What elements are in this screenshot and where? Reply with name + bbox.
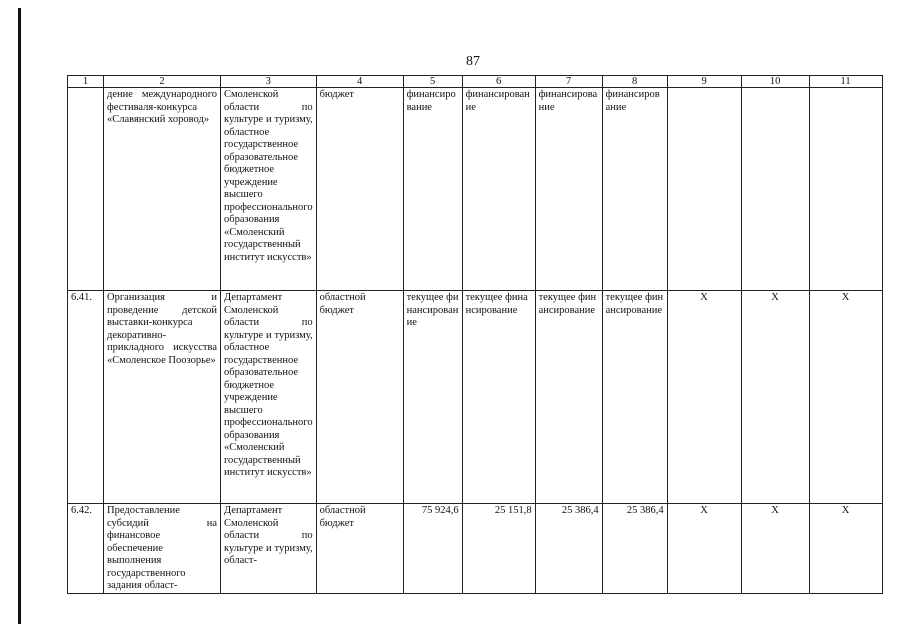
item-name: дение международного фестиваля-конкурса «Славянский хоровод» xyxy=(104,88,221,291)
funding-cell: текущее финансирование xyxy=(535,291,602,504)
binding-edge xyxy=(18,8,21,624)
item-number xyxy=(68,88,104,291)
item-number: 6.41. xyxy=(68,291,104,504)
funding-source: областной бюджет xyxy=(316,504,403,594)
funding-cell: финансирование xyxy=(403,88,462,291)
page-number: 87 xyxy=(466,54,480,69)
column-number-row xyxy=(68,76,883,88)
mark-cell: X xyxy=(741,504,809,594)
funding-cell: текущее финансирование xyxy=(602,291,667,504)
column-header: 1 xyxy=(68,76,104,88)
item-name: Предоставление субсидий на финансовое обеспечение выполнения государственного задания област- xyxy=(104,504,221,594)
funding-cell: финансирование xyxy=(602,88,667,291)
funding-cell: финансирование xyxy=(462,88,535,291)
funding-amount: 25 386,4 xyxy=(602,504,667,594)
funding-amount: 25 386,4 xyxy=(535,504,602,594)
column-header: 7 xyxy=(535,76,602,88)
mark-cell: X xyxy=(809,291,882,504)
funding-amount: 75 924,6 xyxy=(403,504,462,594)
column-header: 11 xyxy=(809,76,882,88)
mark-cell: X xyxy=(667,291,741,504)
column-header: 5 xyxy=(403,76,462,88)
item-executor: Смоленской области по культуре и туризму, областное государственное образовательное бюджетное учреждение высшего профессионального образования «Смоленский государственный институт искусств» xyxy=(221,88,317,291)
item-number: 6.42. xyxy=(68,504,104,594)
column-header: 4 xyxy=(316,76,403,88)
funding-cell: текущее финансирование xyxy=(403,291,462,504)
column-header: 6 xyxy=(462,76,535,88)
column-header: 2 xyxy=(104,76,221,88)
funding-cell: текущее финансирование xyxy=(462,291,535,504)
table-row xyxy=(68,88,883,291)
funding-source: бюджет xyxy=(316,88,403,291)
item-executor: Департамент Смоленской области по культуре и туризму, област- xyxy=(221,504,317,594)
mark-cell xyxy=(741,88,809,291)
table-row xyxy=(68,504,883,594)
budget-table xyxy=(67,75,883,594)
item-name: Организация и проведение детской выставки-конкурса декоративно-прикладного искусства «Смоленское Поозорье» xyxy=(104,291,221,504)
column-header: 8 xyxy=(602,76,667,88)
mark-cell: X xyxy=(741,291,809,504)
table-row xyxy=(68,291,883,504)
mark-cell xyxy=(809,88,882,291)
column-header: 10 xyxy=(741,76,809,88)
funding-amount: 25 151,8 xyxy=(462,504,535,594)
column-header: 9 xyxy=(667,76,741,88)
mark-cell: X xyxy=(667,504,741,594)
item-executor: Департамент Смоленской области по культуре и туризму, областное государственное образовательное бюджетное учреждение высшего профессионального образования «Смоленский государственный институт искусств» xyxy=(221,291,317,504)
funding-cell: финансирование xyxy=(535,88,602,291)
mark-cell xyxy=(667,88,741,291)
mark-cell: X xyxy=(809,504,882,594)
column-header: 3 xyxy=(221,76,317,88)
funding-source: областной бюджет xyxy=(316,291,403,504)
